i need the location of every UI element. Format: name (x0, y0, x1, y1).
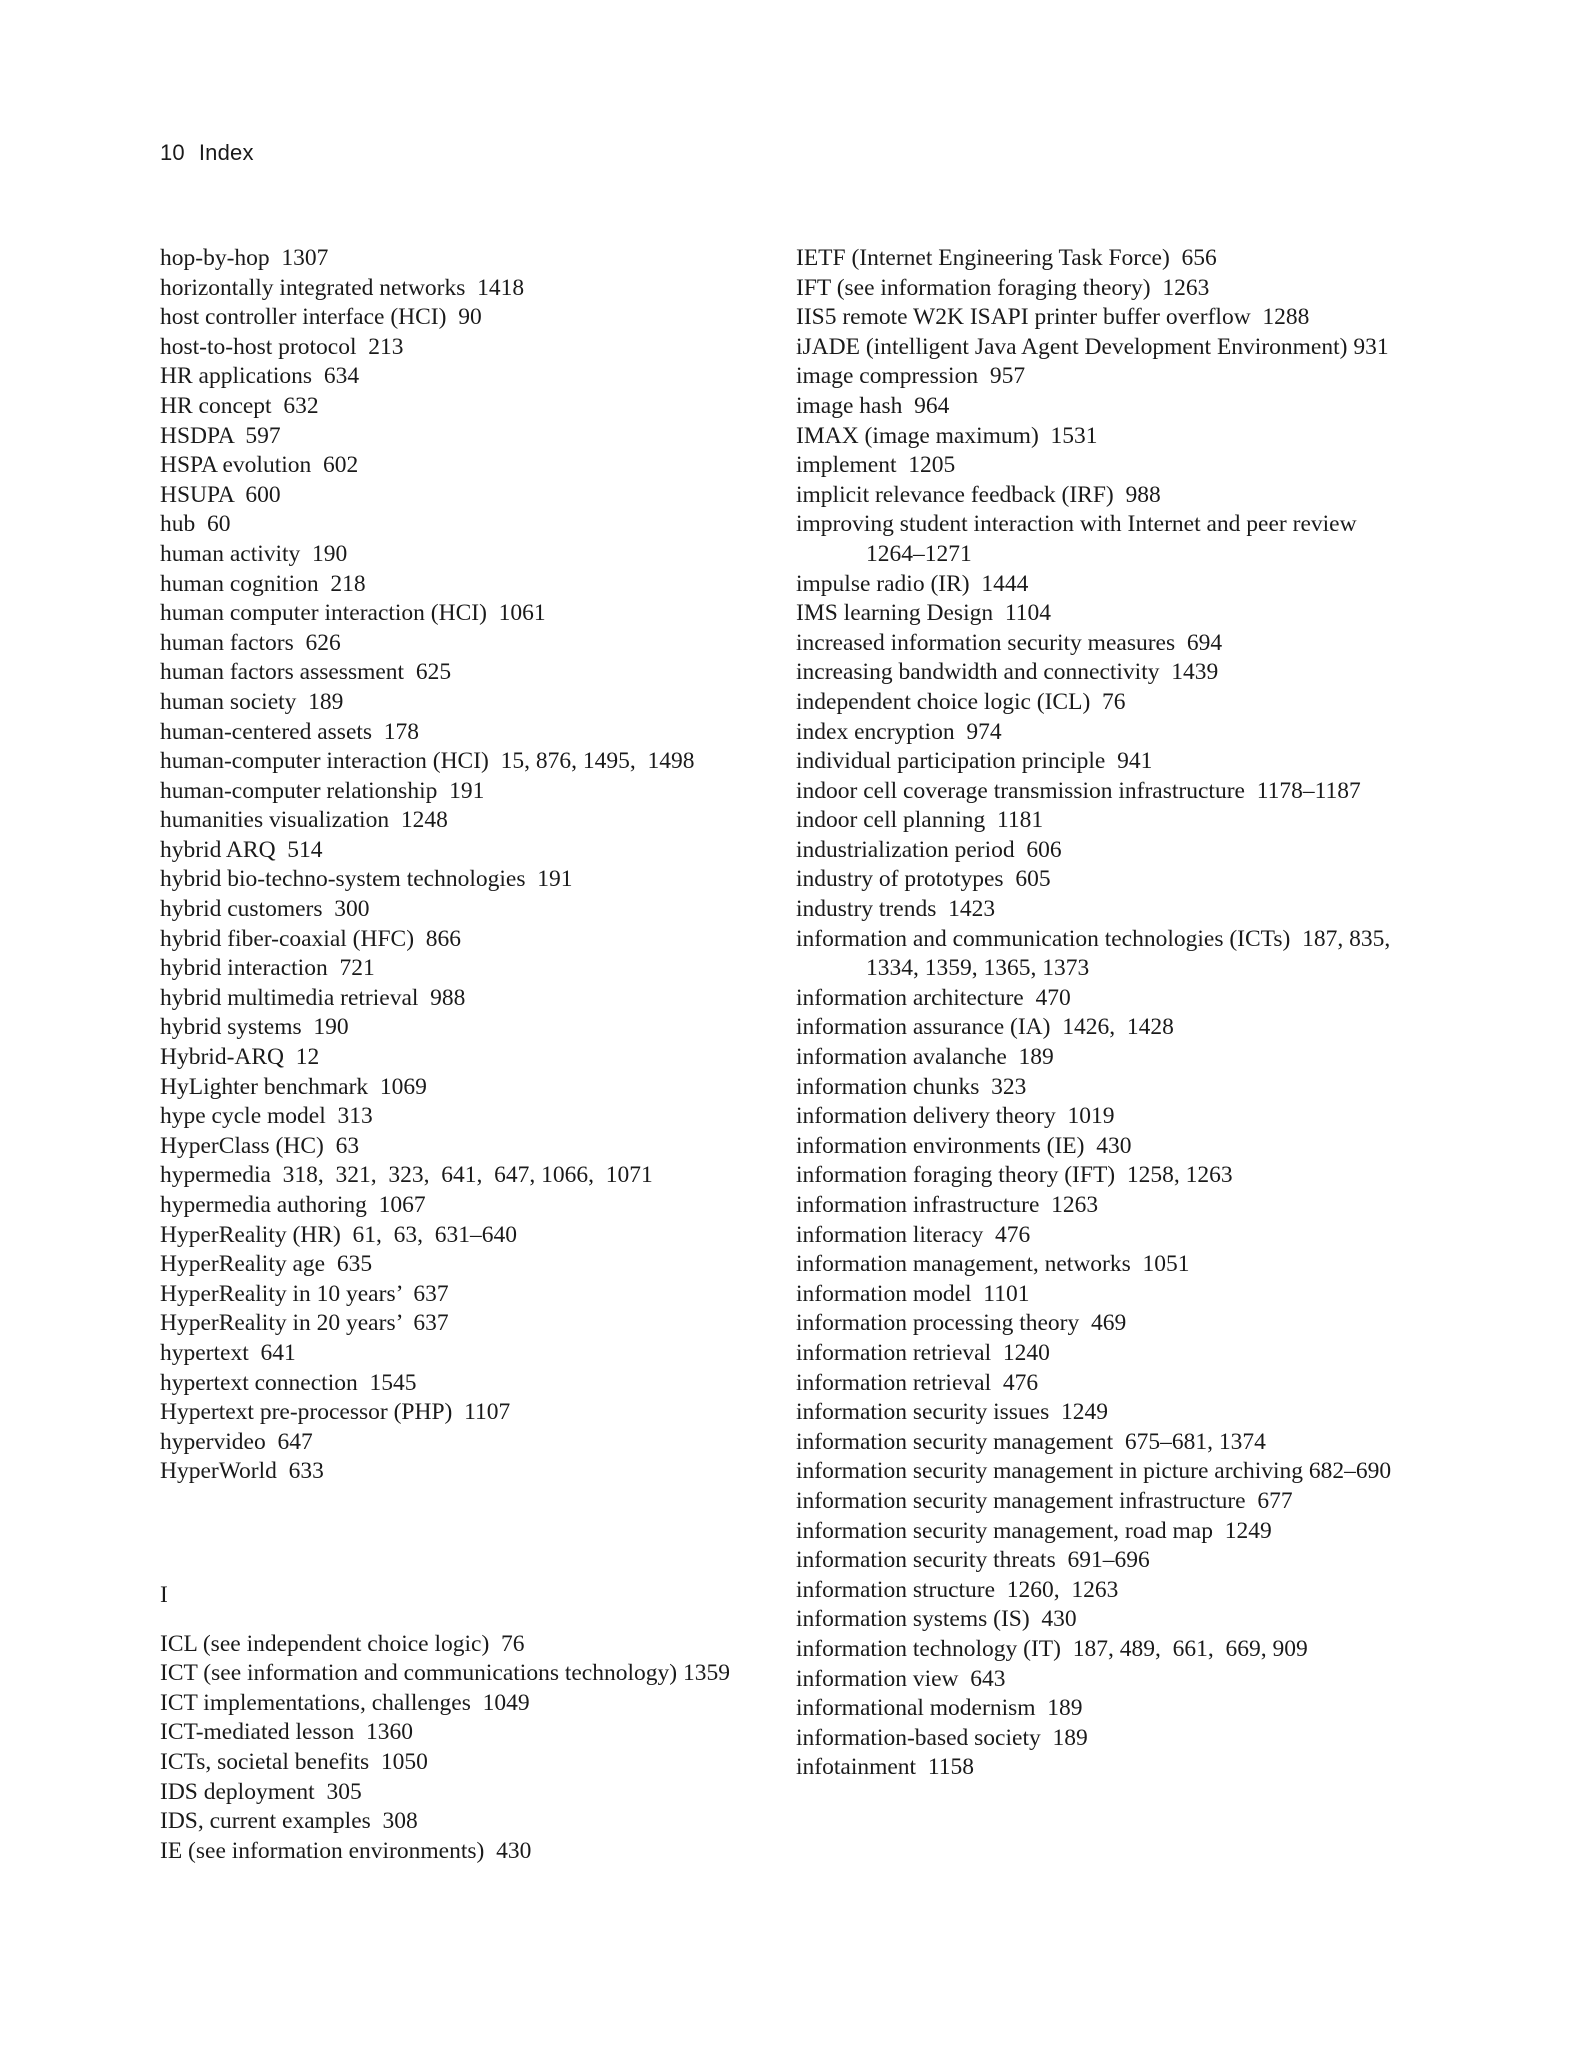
index-entry: hypermedia authoring 1067 (160, 1192, 426, 1218)
index-entry: information literacy 476 (796, 1221, 1031, 1248)
index-entry: human-centered assets 178 (160, 718, 420, 745)
index-entry: IDS deployment 305 (160, 1778, 362, 1805)
index-entry: Hypertext pre-processor (PHP) 1107 (160, 1399, 511, 1426)
index-entry: increasing bandwidth and connectivity 1439 (796, 659, 1219, 686)
index-entry: human activity 190 (160, 540, 348, 567)
index-entry: industry trends 1423 (796, 896, 996, 923)
index-entry: information systems (IS) 430 (796, 1606, 1077, 1633)
index-entry: hybrid ARQ 514 (160, 836, 323, 863)
index-entry: information foraging theory (IFT) 1258, 1263 (796, 1162, 1233, 1189)
index-entry: individual participation principle 941 (796, 748, 1153, 775)
index-entry: human-computer interaction (HCI) 15, 876, 1495, 1498 (160, 748, 695, 775)
index-entry: ICT-mediated lesson 1360 (160, 1719, 414, 1746)
index-entry: HyperReality age 635 (160, 1251, 373, 1278)
index-entry: information and communication technologies (ICTs) 187, 835, 1334, 1359, 1365, 1373 (796, 925, 1397, 982)
index-entry: hypervideo 647 (160, 1428, 313, 1455)
index-entry: IDS, current examples 308 (160, 1808, 418, 1835)
index-entry: information view 643 (796, 1665, 1006, 1692)
index-entry: information model 1101 (796, 1280, 1030, 1307)
index-entry: information security threats 691–696 (796, 1547, 1150, 1574)
index-entry: IE (see information environments) 430 (160, 1837, 532, 1864)
index-entry: improving student interaction with Internet and peer review 1264–1271 (796, 511, 1363, 567)
index-entry: IMS learning Design 1104 (796, 600, 1051, 627)
index-entry: HR applications 634 (160, 363, 360, 390)
index-entry: information chunks 323 (796, 1073, 1027, 1100)
index-entry: hybrid fiber-coaxial (HFC) 866 (160, 925, 462, 952)
index-entry: human computer interaction (HCI) 1061 (160, 600, 546, 627)
index-entry: information security issues 1249 (796, 1399, 1108, 1426)
index-entry: information avalanche 189 (796, 1044, 1054, 1071)
index-entry: IETF (Internet Engineering Task Force) 656 (796, 245, 1217, 271)
index-entry: horizontally integrated networks 1418 (160, 274, 525, 301)
index-entry: IMAX (image maximum) 1531 (796, 422, 1098, 449)
index-entry: hybrid customers 300 (160, 896, 370, 923)
index-entry: index encryption 974 (796, 718, 1002, 745)
index-entry: implement 1205 (796, 452, 956, 479)
index-entry: ICTs, societal benefits 1050 (160, 1748, 428, 1775)
index-entry: HyperClass (HC) 63 (160, 1132, 360, 1159)
index-entry: hypertext 641 (160, 1339, 296, 1366)
index-entry: hop-by-hop 1307 (160, 245, 329, 271)
index-entry: Hybrid-ARQ 12 (160, 1044, 320, 1071)
index-section-h (160, 244, 760, 1487)
index-entry: information security management 675–681, 1374 (796, 1428, 1266, 1455)
index-entry: humanities visualization 1248 (160, 807, 448, 834)
index-entry: ICT implementations, challenges 1049 (160, 1689, 530, 1716)
index-entry: infotainment 1158 (796, 1754, 974, 1781)
index-entry: host-to-host protocol 213 (160, 333, 404, 360)
index-entry: HSPA evolution 602 (160, 452, 359, 479)
index-entry: hybrid bio-techno-system technologies 191 (160, 866, 573, 893)
index-entry: HSDPA 597 (160, 422, 281, 449)
index-entry: implicit relevance feedback (IRF) 988 (796, 481, 1161, 508)
index-entry: IIS5 remote W2K ISAPI printer buffer overflow 1288 (796, 304, 1310, 331)
index-entry: information infrastructure 1263 (796, 1192, 1099, 1218)
page-title: Index (198, 140, 254, 165)
index-entry: human factors assessment 625 (160, 659, 452, 686)
index-entry: HSUPA 600 (160, 481, 281, 508)
index-entry: IFT (see information foraging theory) 1263 (796, 274, 1210, 301)
index-entry: hypertext connection 1545 (160, 1369, 417, 1396)
page-header (160, 140, 254, 166)
index-column-left (160, 244, 760, 1866)
index-entry: industrialization period 606 (796, 836, 1062, 863)
index-entry: HyLighter benchmark 1069 (160, 1073, 427, 1100)
index-entry: information structure 1260, 1263 (796, 1576, 1119, 1603)
index-entry: hype cycle model 313 (160, 1103, 373, 1130)
index-entry: HR concept 632 (160, 392, 319, 419)
index-entry: hybrid interaction 721 (160, 955, 375, 982)
index-entry: indoor cell planning 1181 (796, 807, 1044, 834)
index-entry: information security management infrastructure 677 (796, 1487, 1293, 1514)
index-entry: iJADE (intelligent Java Agent Development Environment) 931 (796, 333, 1389, 360)
index-entry: hybrid multimedia retrieval 988 (160, 984, 466, 1011)
index-entry: human factors 626 (160, 629, 341, 656)
index-entry: HyperWorld 633 (160, 1458, 324, 1485)
index-entry: impulse radio (IR) 1444 (796, 570, 1029, 597)
section-letter-i: I (160, 1581, 168, 1608)
index-entry: information retrieval 1240 (796, 1339, 1050, 1366)
index-entry: informational modernism 189 (796, 1695, 1083, 1722)
page-number: 10 (160, 140, 185, 165)
index-entry: indoor cell coverage transmission infrastructure 1178–1187 (796, 777, 1361, 804)
index-entry: information assurance (IA) 1426, 1428 (796, 1014, 1174, 1041)
index-entry: ICL (see independent choice logic) 76 (160, 1630, 525, 1657)
index-entry: information environments (IE) 430 (796, 1132, 1132, 1159)
index-entry: ICT (see information and communications technology) 1359 (160, 1660, 730, 1687)
index-entry: host controller interface (HCI) 90 (160, 304, 482, 331)
index-entry: information management, networks 1051 (796, 1251, 1190, 1278)
index-entry: hub 60 (160, 511, 231, 538)
index-column-right (796, 244, 1416, 1783)
index-entry: information processing theory 469 (796, 1310, 1127, 1337)
index-entry: information security management in picture archiving 682–690 (796, 1458, 1392, 1485)
index-entry: information technology (IT) 187, 489, 661, 669, 909 (796, 1635, 1308, 1662)
index-entry: industry of prototypes 605 (796, 866, 1051, 893)
index-entry: hypermedia 318, 321, 323, 641, 647, 1066, 1071 (160, 1162, 653, 1189)
index-entry: human-computer relationship 191 (160, 777, 485, 804)
index-entry: HyperReality (HR) 61, 63, 631–640 (160, 1221, 518, 1248)
index-entry: information retrieval 476 (796, 1369, 1039, 1396)
index-entry: image hash 964 (796, 392, 950, 419)
index-entry: human cognition 218 (160, 570, 366, 597)
index-entry: HyperReality in 10 years’ 637 (160, 1280, 449, 1307)
index-entry: information security management, road map 1249 (796, 1517, 1272, 1544)
index-entry: human society 189 (160, 688, 344, 715)
index-entry: image compression 957 (796, 363, 1026, 390)
index-entry: HyperReality in 20 years’ 637 (160, 1310, 449, 1337)
index-section-i-continued (796, 244, 1416, 1783)
index-entry: increased information security measures 694 (796, 629, 1223, 656)
index-entry: information architecture 470 (796, 984, 1071, 1011)
index-entry: independent choice logic (ICL) 76 (796, 688, 1126, 715)
index-section-i (160, 1630, 760, 1867)
index-entry: hybrid systems 190 (160, 1014, 349, 1041)
index-entry: information-based society 189 (796, 1724, 1088, 1751)
index-entry: information delivery theory 1019 (796, 1103, 1115, 1130)
